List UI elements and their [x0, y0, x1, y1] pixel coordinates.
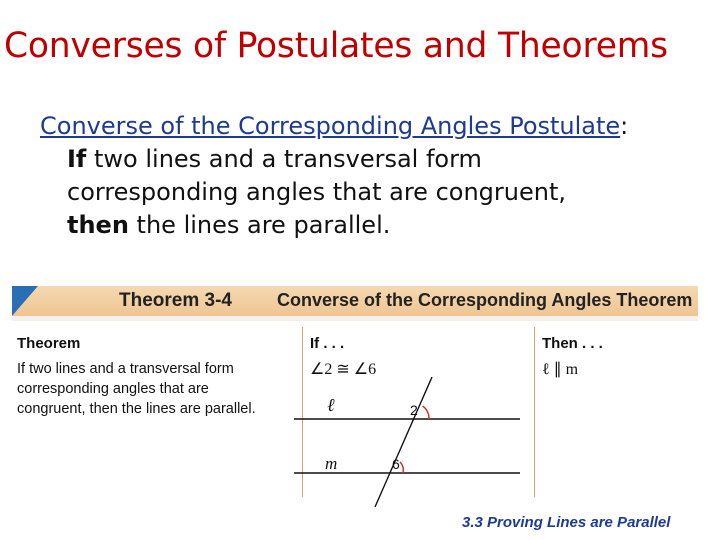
theorem-banner: [12, 286, 698, 316]
theorem-name: Converse of the Corresponding Angles Theorem: [277, 290, 693, 310]
theorem-panel: [12, 321, 698, 514]
slide-body: [40, 110, 628, 242]
then-keyword: then: [67, 211, 129, 239]
then-column-header: Then . . .: [542, 335, 603, 352]
theorem-number: Theorem 3-4: [119, 290, 232, 311]
label-m: m: [325, 454, 338, 473]
body-line-3: [40, 209, 628, 242]
banner-corner: [12, 286, 38, 316]
conclusion: ℓ ∥ m: [542, 361, 579, 378]
if-column-header: If . . .: [310, 335, 345, 352]
theorem-column-header: Theorem: [17, 335, 81, 352]
angle-6-label: 6: [392, 456, 400, 472]
column-divider: [534, 327, 535, 497]
theorem-statement: If two lines and a transversal form corresponding angles that are congruent, then the lines are parallel.: [17, 361, 256, 417]
body-heading-line: [40, 110, 628, 143]
body-line-1: [40, 143, 628, 176]
label-l: ℓ: [327, 395, 335, 415]
postulate-heading: Converse of the Corresponding Angles Postulate: [40, 112, 621, 140]
transversal: [375, 377, 432, 507]
angle-6-arc: [400, 462, 403, 473]
slide-title: Converses of Postulates and Theorems: [4, 26, 668, 66]
body-line-3-text: the lines are parallel.: [128, 211, 391, 239]
parallel-lines-diagram: [282, 377, 532, 509]
angle-2-label: 2: [410, 402, 418, 418]
textbook-image: [12, 286, 698, 514]
body-line-1-text: two lines and a transversal form: [86, 145, 482, 173]
body-line-2: corresponding angles that are congruent,: [67, 178, 566, 206]
angle-2-arc: [423, 406, 429, 419]
hypothesis: ∠2 ≅ ∠6: [310, 361, 377, 378]
heading-colon: :: [620, 112, 629, 140]
if-keyword: If: [67, 145, 87, 173]
slide-footer: 3.3 Proving Lines are Parallel: [462, 514, 671, 531]
